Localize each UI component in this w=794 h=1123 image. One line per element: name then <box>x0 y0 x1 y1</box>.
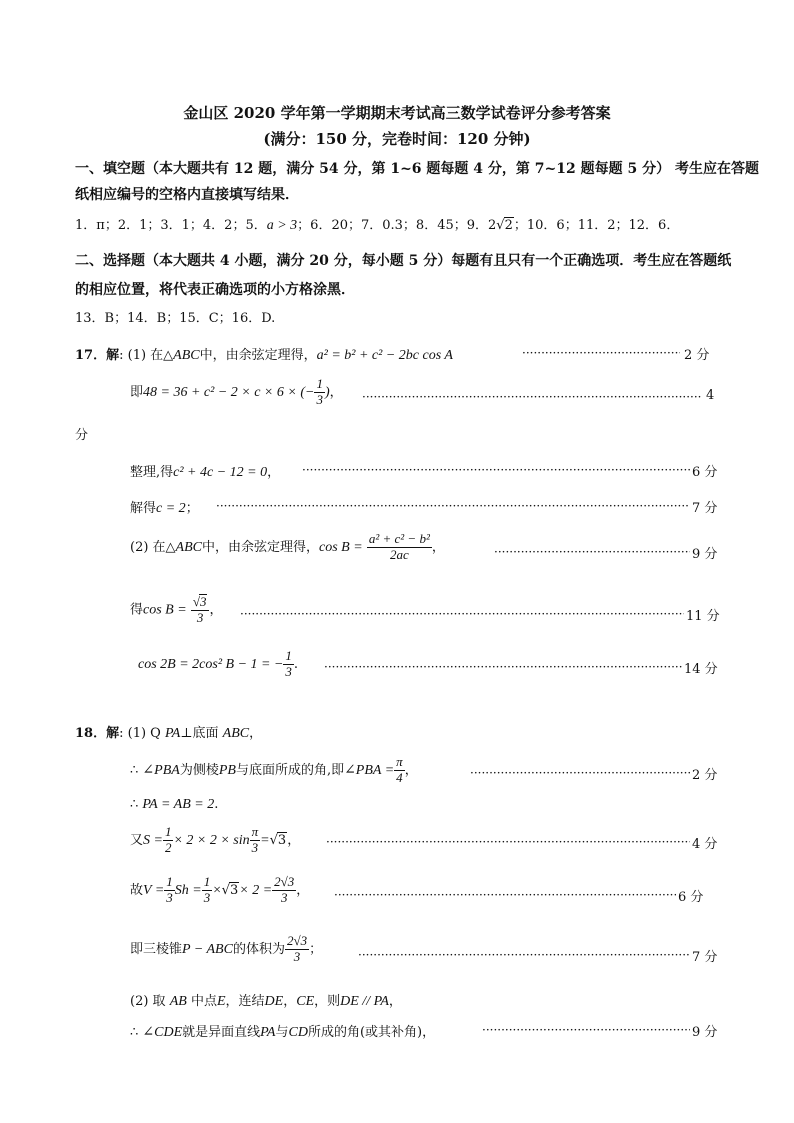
q18-l8-text3: 所成的角(或其补角)， <box>307 1025 436 1040</box>
q18-l2-text2: 与底面所成的角,即 <box>235 762 345 778</box>
q18-l7-ab: AB <box>169 994 187 1009</box>
q17-l1-abc: ABC <box>173 348 200 363</box>
fraction <box>191 594 210 626</box>
sqrt-symbol: √ <box>496 218 505 233</box>
q18-l6-text: 即三棱锥 <box>130 941 183 957</box>
leader-dots <box>482 1023 690 1037</box>
fraction-denominator: 3 <box>203 889 211 905</box>
sqrt-radicand: 2 <box>504 218 513 233</box>
q18-l8-formula: ∠CDE <box>142 1025 183 1040</box>
q18-l7-text3: ，连结 <box>225 994 265 1009</box>
sqrt-radicand: 3 <box>199 594 207 609</box>
q18-l2-pb: PB <box>218 762 236 778</box>
q18-l6-tail: ； <box>309 941 323 957</box>
fraction-numerator: 1 <box>203 874 211 889</box>
q17-line5 <box>130 532 445 563</box>
fraction-numerator: 1 <box>166 874 173 889</box>
q18-l4-formula: S = <box>143 832 163 848</box>
q18-l5-formula: × <box>212 882 222 898</box>
q18-line2 <box>130 755 418 786</box>
sqrt-radicand: 3 <box>277 832 287 848</box>
q17-l6-formula: cos B = <box>143 602 187 618</box>
q18-line4 <box>130 825 300 856</box>
q18-l1-perp: ⊥底面 <box>180 726 219 741</box>
q18-l4-formula: = <box>260 832 270 848</box>
q18-l2-formula: ∠PBA <box>142 762 180 778</box>
q18-l7-ce: CE <box>296 994 315 1009</box>
fraction-numerator: a² + c² − b² <box>368 531 430 546</box>
fraction-numerator: π <box>251 824 259 839</box>
q17-l3-formula: c² + 4c − 12 = 0 <box>173 465 268 480</box>
q18-l1-formula: PA <box>164 726 181 741</box>
q18-score-2: 2 分 <box>692 768 718 783</box>
q17-l5-abc: ABC <box>175 539 202 555</box>
q18-l5-formula: Sh = <box>174 882 202 898</box>
leader-dots <box>334 888 676 902</box>
q17-l2-close: ) <box>324 384 330 400</box>
q17-score-4a: 4 <box>706 388 715 403</box>
q17-l5-formula: cos B = <box>319 539 363 555</box>
q18-score-7: 7 分 <box>692 950 718 965</box>
fraction-denominator: 3 <box>251 839 259 855</box>
leader-dots <box>522 346 680 360</box>
fraction-numerator: 2√3 <box>274 874 295 889</box>
q18-score-9: 9 分 <box>692 1025 718 1040</box>
q17-l5-tail: ， <box>431 539 445 555</box>
fraction-numerator: π <box>396 754 403 769</box>
q18-l5-tail: ， <box>296 882 310 898</box>
q18-line8 <box>130 1021 435 1041</box>
q17-l1-formula: a² = b² + c² − 2bc cos A <box>316 348 453 363</box>
section2-heading-line2: 的相应位置，将代表正确选项的小方格涂黑． <box>75 282 355 298</box>
q17-l4-tail: ； <box>185 501 199 516</box>
q17-score-11: 11 分 <box>686 609 720 624</box>
q18-score-6: 6 分 <box>678 890 704 905</box>
q18-l5-formula: × 2 = <box>239 882 273 898</box>
q18-l3-formula: PA = AB = 2 <box>142 797 215 812</box>
q18-l8-pa: PA <box>260 1025 276 1040</box>
q18-l4-tail: ， <box>287 832 301 848</box>
q18-l7-text: (2) 取 <box>130 994 166 1009</box>
q17-score-6: 6 分 <box>692 465 718 480</box>
fraction-numerator: √3 <box>191 594 210 611</box>
leader-dots <box>216 499 690 513</box>
fraction-denominator: 4 <box>396 769 403 785</box>
fraction <box>202 875 213 906</box>
q17-l2-formula: 48 = 36 + c² − 2 × c × 6 × (− <box>143 384 315 400</box>
q17-score-7: 7 分 <box>692 501 718 516</box>
q17-l2-text: 即 <box>130 384 144 400</box>
sqrt-symbol: √ <box>221 882 230 898</box>
q18-l5-text: 故 <box>130 882 144 898</box>
q18-l7-de: DE <box>264 994 284 1009</box>
q17-l1-text2: 中，由余弦定理得， <box>199 348 317 363</box>
page-subtitle: (满分：150 分，完卷时间：120 分钟) <box>263 130 531 148</box>
q18-colon: : <box>119 726 124 741</box>
q17-line7 <box>138 649 298 680</box>
q17-l2-tail: ， <box>329 384 343 400</box>
q17-l5-text2: 中，由余弦定理得， <box>202 539 320 555</box>
q18-l7-text5: ，则 <box>314 994 341 1009</box>
fraction-denominator: 2 <box>164 839 172 855</box>
q17-l3-text: 整理,得 <box>130 465 174 480</box>
fraction <box>250 825 261 856</box>
q18-l8-text2: 与 <box>275 1025 289 1040</box>
q18-l7-tail: ， <box>388 994 402 1009</box>
answers-part-e: ；10．6；11．2；12．6． <box>513 218 680 233</box>
section1-answers <box>75 214 679 234</box>
section1-heading-line1: 一、填空题（本大题共有 12 题，满分 54 分，第 1~6 题每题 4 分，第 7~12 题每题 5 分） 考生应在答题 <box>75 161 759 177</box>
q17-line3 <box>130 461 280 481</box>
fraction-denominator: 3 <box>285 663 292 679</box>
q18-l8-cd: CD <box>288 1025 308 1040</box>
q17-l6-text: 得 <box>130 602 144 618</box>
q18-l7-e: E <box>216 994 226 1009</box>
fraction <box>283 649 294 680</box>
q18-l4-formula: × 2 × 2 × sin <box>173 832 250 848</box>
q18-l4-text: 又 <box>130 832 144 848</box>
leader-dots <box>302 463 690 477</box>
section1-heading-line2: 纸相应编号的空格内直接填写结果． <box>75 187 299 203</box>
section2-answers: 13．B；14．B；15．C；16．D. <box>75 311 276 326</box>
fraction-denominator: 3 <box>293 948 301 964</box>
leader-dots <box>324 660 682 674</box>
fraction-numerator: 1 <box>164 824 172 839</box>
q17-label: 17．解 <box>75 348 120 363</box>
q17-l7-formula: cos 2B = 2cos² B − 1 = − <box>138 656 284 672</box>
q18-l6-text2: 的体积为 <box>232 941 285 957</box>
sqrt-radicand: 3 <box>229 882 239 898</box>
therefore-symbol: ∴ <box>130 762 139 778</box>
q17-l1-text: (1) 在△ <box>127 348 174 363</box>
q17-score-2: 2 分 <box>684 348 710 363</box>
q18-l3-tail: . <box>214 797 219 812</box>
q17-score-9: 9 分 <box>692 547 718 562</box>
q17-score-4b: 分 <box>75 428 89 443</box>
q18-l7-text4: ， <box>283 994 297 1009</box>
fraction-denominator: 3 <box>166 889 173 905</box>
fraction <box>163 825 174 856</box>
fraction <box>285 934 309 965</box>
q18-l7-formula: DE // PA <box>340 994 389 1009</box>
q18-l2-tail: ， <box>404 762 418 778</box>
q18-score-4: 4 分 <box>692 837 718 852</box>
fraction <box>367 532 432 563</box>
therefore-symbol: ∴ <box>130 797 139 812</box>
q18-l2-formula2: ∠PBA = <box>344 762 395 778</box>
q17-colon: : <box>119 348 124 363</box>
leader-dots <box>326 835 690 849</box>
answer-5: a > 3 <box>266 218 298 233</box>
leader-dots <box>362 390 702 404</box>
leader-dots <box>494 545 690 559</box>
q18-line3 <box>130 797 218 813</box>
fraction-numerator: 2√3 <box>286 933 308 948</box>
fraction <box>394 755 405 786</box>
q18-l2-text: 为侧棱 <box>179 762 219 778</box>
leader-dots <box>470 766 690 780</box>
therefore-symbol: ∴ <box>130 1025 139 1040</box>
q18-l8-text: 就是异面直线 <box>182 1025 261 1040</box>
q18-l5-formula: V = <box>143 882 165 898</box>
q18-l1-text: (1) Q <box>127 726 161 741</box>
q18-label: 18．解 <box>75 726 120 741</box>
fraction-denominator: 3 <box>196 609 204 625</box>
q17-l4-formula: c = 2 <box>156 501 186 516</box>
sqrt-symbol: √ <box>269 832 278 848</box>
q17-l3-tail: ， <box>267 465 281 480</box>
fraction-denominator: 3 <box>316 391 323 407</box>
answers-part-a: 1．π；2．1；3．1；4．2；5． <box>75 218 267 233</box>
q17-l5-text: (2) 在△ <box>130 539 176 555</box>
answers-part-c: ；6．20；7．0.3；8．45；9．2 <box>297 218 497 233</box>
q17-l7-tail: . <box>293 656 299 672</box>
fraction <box>272 875 296 906</box>
fraction-numerator: 1 <box>285 648 292 663</box>
q17-line4 <box>130 497 199 517</box>
leader-dots <box>358 948 690 962</box>
q17-l4-text: 解得 <box>130 501 157 516</box>
q18-l1-tail: ， <box>249 726 263 741</box>
fraction-denominator: 2ac <box>389 546 409 562</box>
q17-line2 <box>130 377 343 408</box>
q18-line1 <box>75 722 262 742</box>
page-title: 金山区 2020 学年第一学期期末考试高三数学试卷评分参考答案 <box>183 104 611 122</box>
fraction-numerator: 1 <box>316 376 323 391</box>
q18-line5 <box>130 875 309 906</box>
q18-line6 <box>130 934 322 965</box>
q17-score-14: 14 分 <box>684 662 718 677</box>
q17-line6 <box>130 594 222 626</box>
q18-l6-formula: P − ABC <box>182 941 233 957</box>
q17-line1 <box>75 344 453 364</box>
q18-line7 <box>130 990 402 1010</box>
fraction <box>314 377 325 408</box>
q18-l7-text2: 中点 <box>190 994 217 1009</box>
q18-l1-abc: ABC <box>222 726 250 741</box>
fraction <box>164 875 175 906</box>
leader-dots <box>240 607 684 621</box>
section2-heading-line1: 二、选择题（本大题共 4 小题，满分 20 分，每小题 5 分）每题有且只有一个正确选项．考生应在答题纸 <box>75 253 732 269</box>
fraction-denominator: 3 <box>280 889 288 905</box>
q17-l6-tail: ， <box>209 602 223 618</box>
